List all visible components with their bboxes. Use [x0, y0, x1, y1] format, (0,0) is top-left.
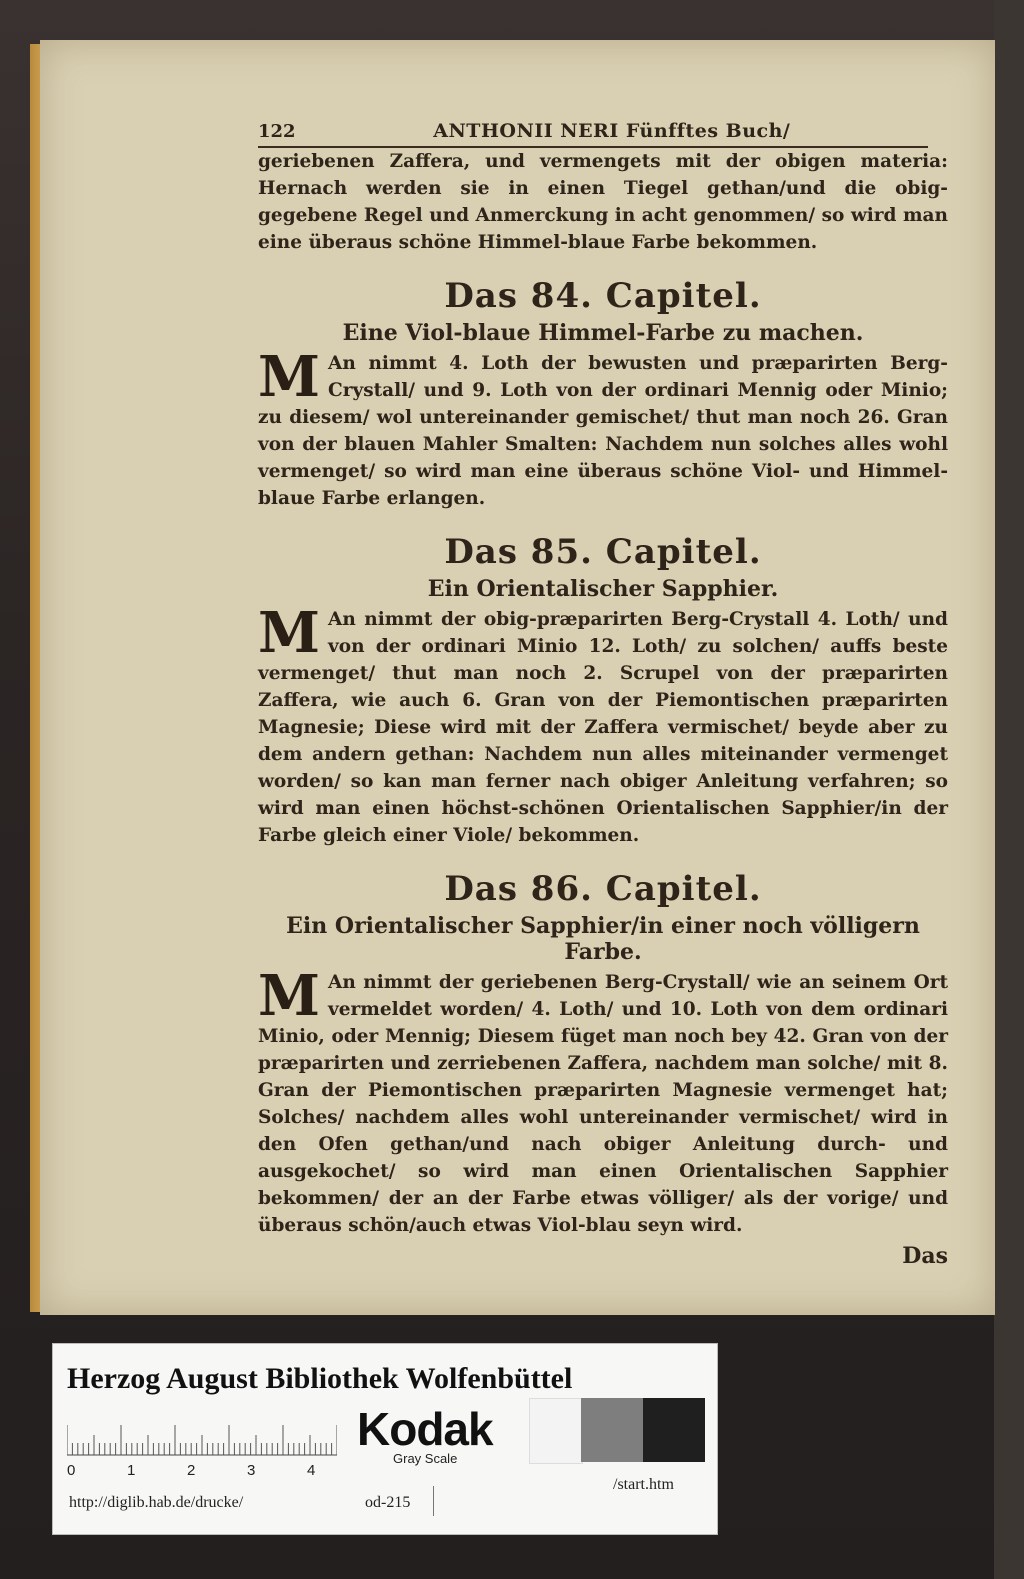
- chapter-84: [258, 276, 948, 512]
- brand-logo: Kodak: [357, 1403, 493, 1455]
- library-label-card: [52, 1343, 718, 1535]
- chapter-heading: Das 84. Capitel.: [444, 276, 762, 316]
- chapter-text: An nimmt der obig-præparirten Berg-Crystall 4. Loth/ und von der ordinari Minio 12. Loth/ zu solchen/ auffs beste vermenget/ thut man noch 2. Scrupel von der præparirten Zaffera, wie auch 6. Gran von der Piemontischen præparirten Magnesie; Diese wird mit der Zaffera vermischet/ beyde aber zu dem andern gethan: Nachdem nun alles miteinander vermenget worden/ so kan man ferner nach obiger Anleitung verfahren; so wird man einen höchst-schönen Orientalischen Sapphier/in der Farbe gleich einer Viole/ bekommen.: [258, 609, 948, 846]
- chapter-body: [258, 963, 948, 1239]
- ruler-number: 3: [247, 1462, 256, 1479]
- chapter-subtitle: Ein Orientalischer Sapphier/in einer noch völligern Farbe.: [286, 913, 920, 965]
- url-base: http://diglib.hab.de/drucke/: [69, 1494, 244, 1511]
- next-page-edge: [994, 0, 1024, 1579]
- page-number: 122: [258, 121, 296, 142]
- chapter-85: [258, 532, 948, 849]
- chapter-heading: Das 85. Capitel.: [444, 532, 762, 572]
- ruler-number: 1: [127, 1462, 136, 1479]
- url-divider: [433, 1486, 434, 1516]
- url-end: /start.htm: [613, 1476, 674, 1493]
- catchword: Das: [902, 1243, 948, 1269]
- url-id: od-215: [365, 1494, 411, 1511]
- ruler-number: 2: [187, 1462, 196, 1479]
- ruler-number: 0: [67, 1462, 76, 1479]
- gray-scale-label: Gray Scale: [393, 1451, 458, 1466]
- running-head: [258, 120, 928, 148]
- gray-swatch-black: [643, 1398, 705, 1462]
- ruler-scale: [67, 1420, 337, 1456]
- chapter-subtitle: Eine Viol-blaue Himmel-Farbe zu machen.: [342, 320, 864, 346]
- library-name: Herzog August Bibliothek Wolfenbüttel: [67, 1362, 573, 1395]
- chapter-body: [258, 344, 948, 512]
- intro-paragraph: geriebenen Zaffera, und vermengets mit der obigen materia: Hernach werden sie in einen Tiegel gethan/und die obig-gegebene Regel und Anmerckung in acht genommen/ so wird man eine überaus schöne Himmel-blaue Farbe bekommen.: [258, 151, 948, 253]
- gray-swatch-mid: [581, 1398, 643, 1462]
- chapter-body: [258, 600, 948, 849]
- chapter-86: [258, 869, 948, 1239]
- page-text: [258, 120, 948, 1269]
- gray-swatch-white: [529, 1398, 583, 1464]
- running-title: ANTHONII NERI Fünfftes Buch/: [433, 120, 791, 142]
- ruler-number: 4: [307, 1462, 316, 1479]
- chapter-text: An nimmt 4. Loth der bewusten und præparirten Berg-Crystall/ und 9. Loth von der ordinari Mennig oder Minio; zu diesem/ wol untereinander gemischet/ thut man noch 26. Gran von der blauen Mahler Smalten: Nachdem nun solches alles wohl vermenget/ so wird man eine überaus schöne Viol- und Himmel-blaue Farbe erlangen.: [258, 353, 948, 509]
- chapter-heading: Das 86. Capitel.: [444, 869, 762, 909]
- drop-cap: M: [258, 344, 320, 410]
- chapter-subtitle: Ein Orientalischer Sapphier.: [427, 576, 779, 602]
- drop-cap: M: [258, 600, 320, 666]
- chapter-text: An nimmt der geriebenen Berg-Crystall/ wie an seinem Ort vermeldet worden/ 4. Loth/ und 10. Loth von dem ordinari Minio, oder Mennig; Diesem füget man noch bey 42. Gran von der præparirten und zerriebenen Zaffera, nachdem man solche/ mit 8. Gran der Piemontischen præparirten Magnesie vermenget hat; Solches/ nachdem alles wohl untereinander vermischet/ wird in den Ofen gethan/und nach obiger Anleitung durch- und ausgekochet/ so wird man einen Orientalischen Sapphier bekommen/ der an der Farbe etwas völliger/ als der vorige/ und überaus schön/auch etwas Viol-blau seyn wird.: [258, 972, 948, 1236]
- drop-cap: M: [258, 963, 320, 1029]
